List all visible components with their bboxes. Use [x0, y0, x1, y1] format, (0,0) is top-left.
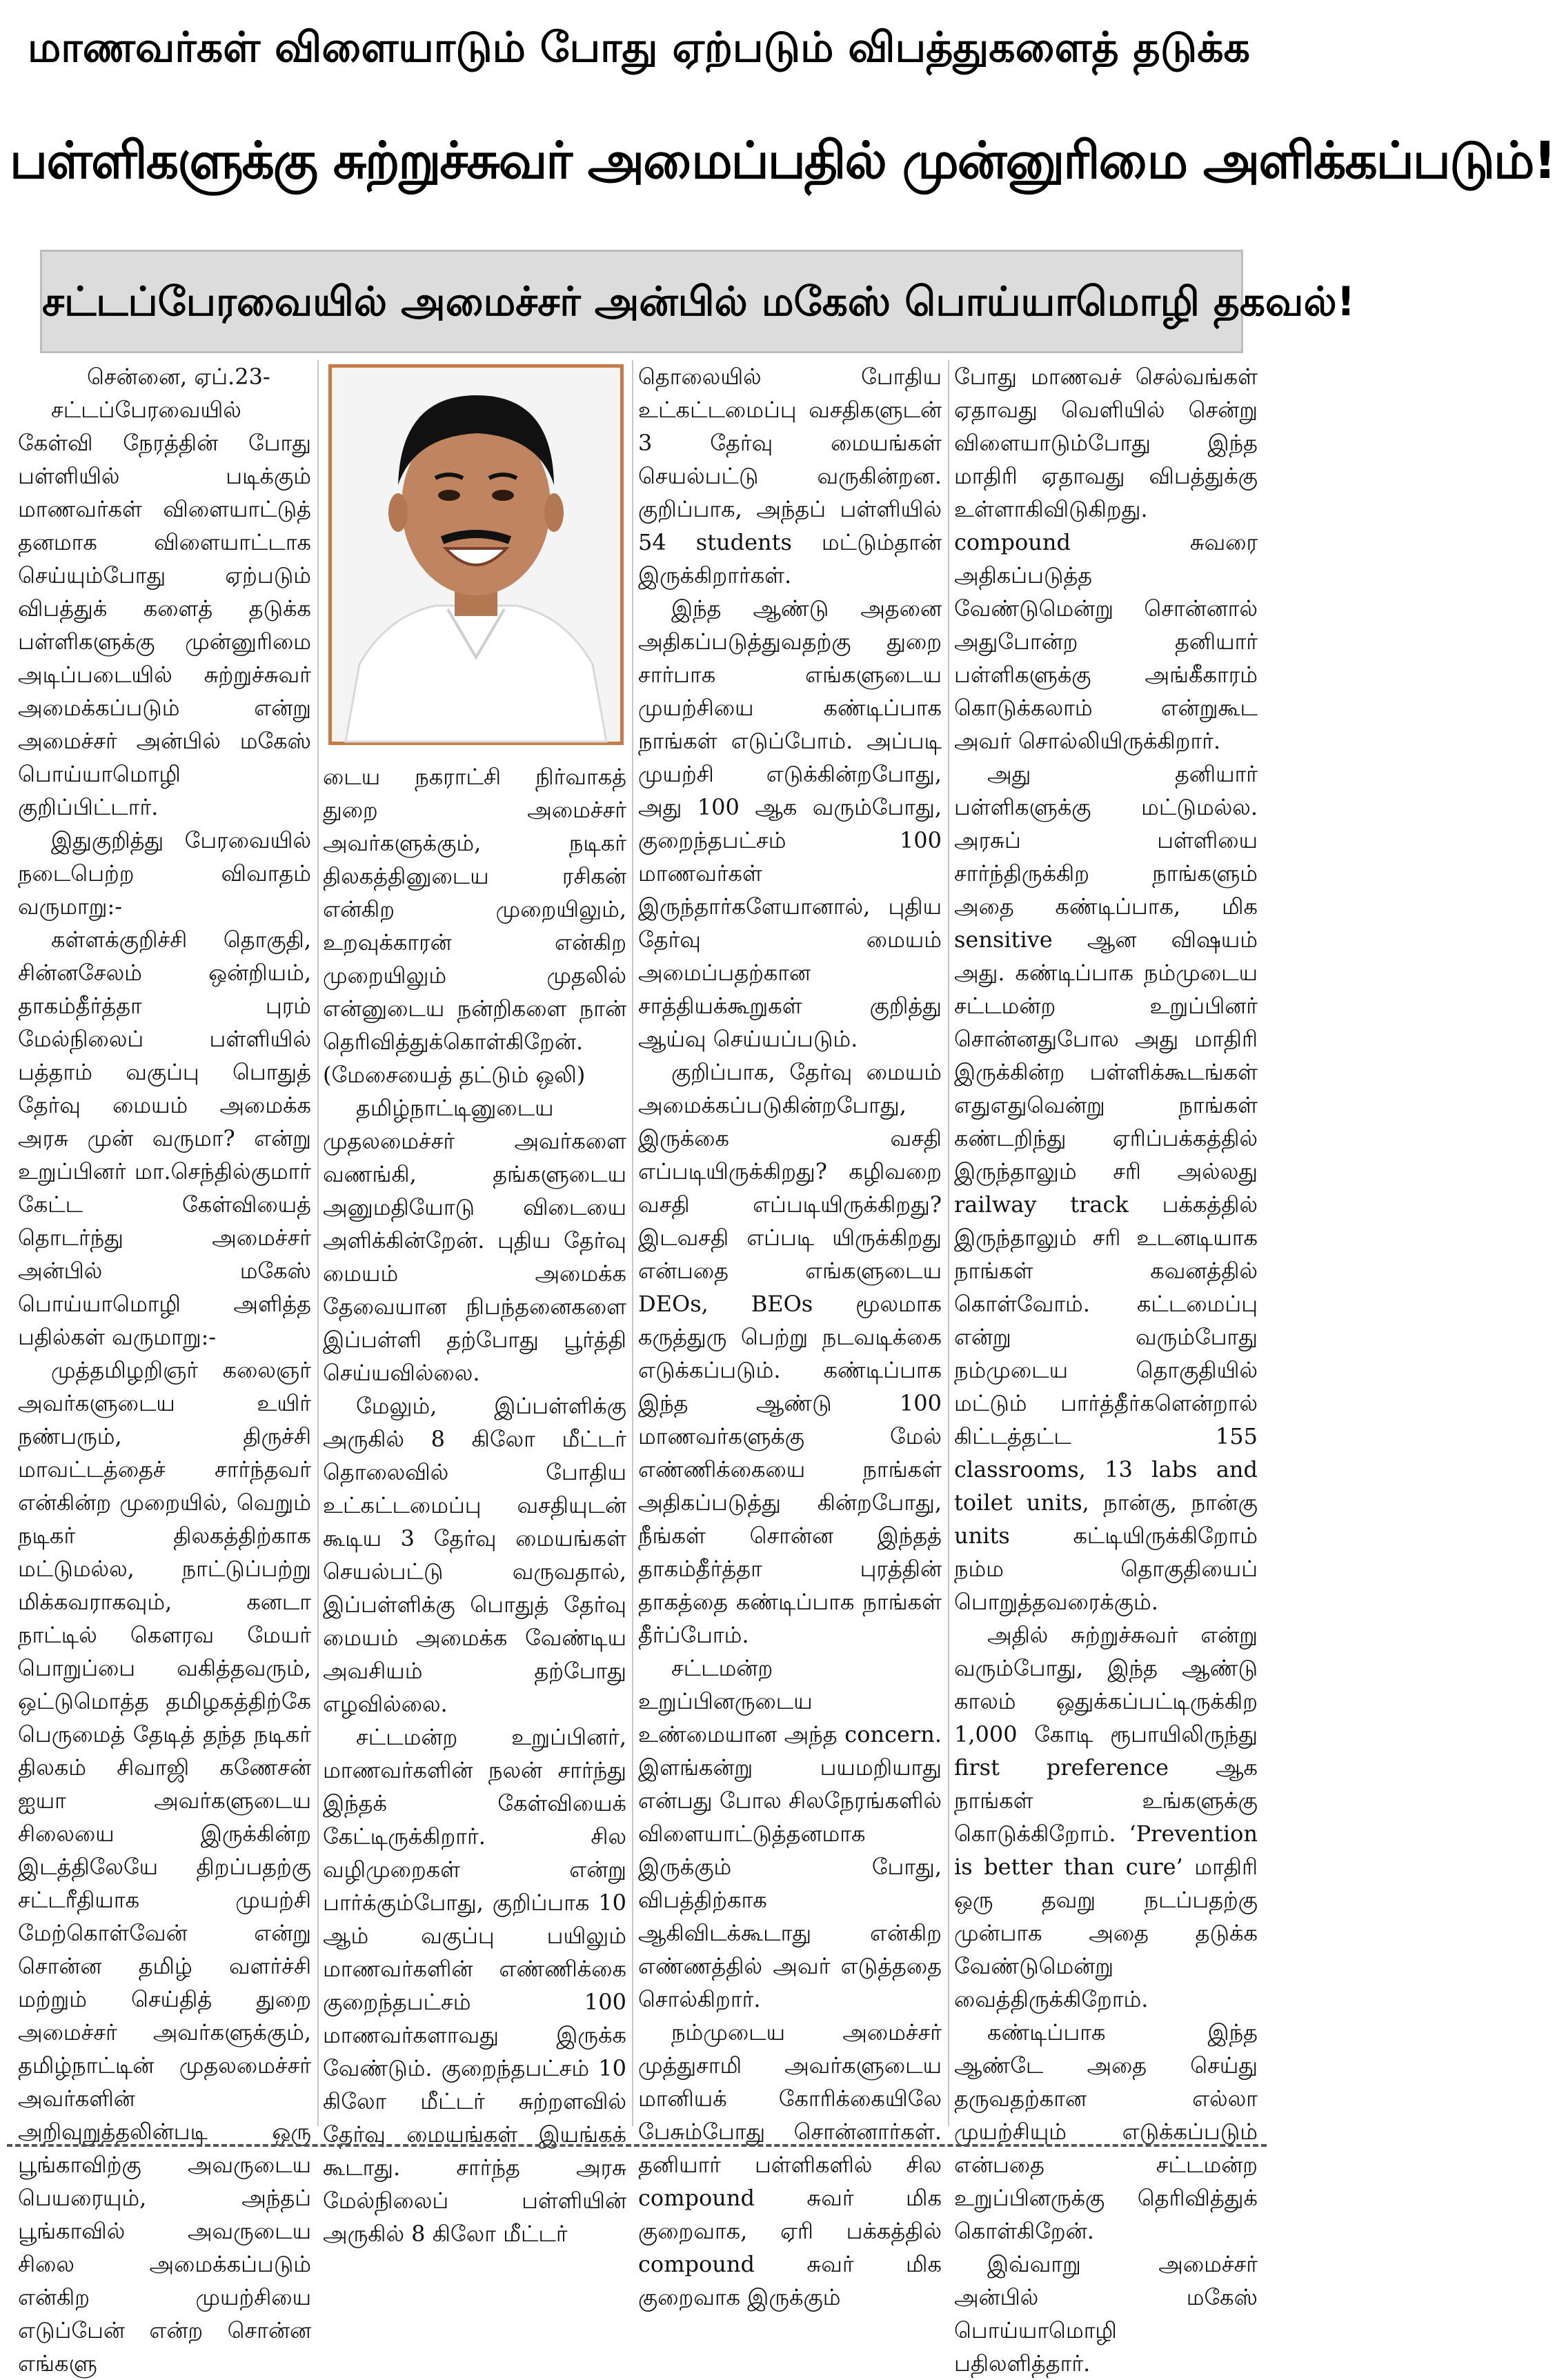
paragraph: இதுகுறித்து பேரவையில் நடைபெற்ற விவாதம் வருமாறு:-: [18, 827, 311, 920]
paragraph: டைய நகராட்சி நிர்வாகத் துறை அமைச்சர் அவர்களுக்கும், நடிகர் திலகத்தினுடைய ரசிகன் என்கிற முறையிலும், உறவுக்காரன் என்கிற முறையிலும் முதலில் என்னுடைய நன்றிகளை நான் தெரிவித்துக்கொள்கிறேன். (மேசையைத் தட்டும் ஒலி): [323, 764, 626, 1088]
paragraph: இந்த ஆண்டு அதனை அதிகப்படுத்துவதற்கு துறை சார்பாக எங்களுடைய முயற்சியை கண்டிப்பாக நாங்கள் எடுப்போம். அப்படி முயற்சி எடுக்கின்றபோது, அது 100 ஆக வரும்போது, குறைந்தபட்சம் 100 மாணவர்கள் இருந்தார்களேயானால், புதிய தேர்வு மையம் அமைப்பதற்கான சாத்தியக்கூறுகள் குறித்து ஆய்வு செய்யப்படும்.: [638, 595, 942, 1052]
paragraph: சட்டமன்ற உறுப்பினருடைய உண்மையான அந்த concern. இளங்கன்று பயமறியாது என்பது போல சிலநேரங்களில் விளையாட்டுத்தனமாக இருக்கும் போது, விபத்திற்காக ஆகிவிடக்கூடாது என்கிற எண்ணத்தில் அவர் எடுத்ததை சொல்கிறார்.: [638, 1655, 942, 2012]
column-divider: [317, 360, 319, 2126]
article-column-2: [323, 760, 626, 2247]
article-column-4: [954, 360, 1258, 2377]
paragraph: அதில் சுற்றுச்சுவர் என்று வரும்போது, இந்த ஆண்டு காலம் ஒதுக்கப்பட்டிருக்கிற 1,000 கோடி ரூபாயிலிருந்து first preference ஆக நாங்கள் உங்களுக்கு கொடுக்கிறோம். ‘Prevention is better than cure’ மாதிரி ஒரு தவறு நடப்பதற்கு முன்பாக அதை தடுக்க வேண்டுமென்று வைத்திருக்கிறோம்.: [954, 1622, 1258, 2012]
subheadline-box: [40, 250, 1356, 353]
article-column-1: [18, 360, 311, 2377]
paragraph: தமிழ்நாட்டினுடைய முதலமைச்சர் அவர்களை வணங்கி, தங்களுடைய அனுமதியோடு விடையை அளிக்கின்றேன். புதிய தேர்வு மையம் அமைக்க தேவையான நிபந்தனைகளை இப்பள்ளி தற்போது பூர்த்தி செய்யவில்லை.: [323, 1095, 626, 1386]
paragraph: அது தனியார் பள்ளிகளுக்கு மட்டுமல்ல. அரசுப் பள்ளியை சார்ந்திருக்கிற நாங்களும் அதை கண்டிப்பாக, மிக sensitive ஆன விஷயம் அது. கண்டிப்பாக நம்முடைய சட்டமன்ற உறுப்பினர் சொன்னதுபோல அது மாதிரி இருக்கின்ற பள்ளிக்கூடங்கள் எதுஎதுவென்று நாங்கள் கண்டறிந்து ஏரிப்பக்கத்தில் இருந்தாலும் சரி அல்லது railway track பக்கத்தில் இருந்தாலும் சரி உடனடியாக நாங்கள் கவனத்தில் கொள்வோம். கட்டமைப்பு என்று வரும்போது நம்முடைய தொகுதியில் மட்டும் பார்த்தீர்களென்றால் கிட்டத்தட்ட 155 classrooms, 13 labs and toilet units, நான்கு, நான்கு units கட்டியிருக்கிறோம் நம்ம தொகுதியைப் பொறுத்தவரைக்கும்.: [954, 761, 1258, 1615]
column-divider: [632, 360, 633, 2126]
paragraph: கண்டிப்பாக இந்த ஆண்டே அதை செய்து தருவதற்கான எல்லா முயற்சியும் எடுக்கப்படும் என்பதை சட்டமன்ற உறுப்பினருக்கு தெரிவித்துக் கொள்கிறேன்.: [954, 2019, 1258, 2244]
paragraph: குறிப்பாக, தேர்வு மையம் அமைக்கப்படுகின்றபோது, இருக்கை வசதி எப்படியிருக்கிறது? கழிவறை வசதி எப்படியிருக்கிறது? இடவசதி எப்படி யிருக்கிறது என்பதை எங்களுடைய DEOs, BEOs மூலமாக கருத்துரு பெற்று நடவடிக்கை எடுக்கப்படும். கண்டிப்பாக இந்த ஆண்டு 100 மாணவர்களுக்கு மேல் எண்ணிக்கையை நாங்கள் அதிகப்படுத்து கின்றபோது, நீங்கள் சொன்ன இந்தத் தாகம்தீர்த்தா புரத்தின் தாகத்தை கண்டிப்பாக நாங்கள் தீர்ப்போம்.: [638, 1059, 942, 1648]
paragraph: முத்தமிழறிஞர் கலைஞர் அவர்களுடைய உயிர் நண்பரும், திருச்சி மாவட்டத்தைச் சார்ந்தவர் என்கின்ற முறையில், வெறும் நடிகர் திலகத்திற்காக மட்டுமல்ல, நாட்டுப்பற்று மிக்கவராகவும், கனடா நாட்டில் கௌரவ மேயர் பொறுப்பை வகித்தவரும், ஒட்டுமொத்த தமிழகத்திற்கே பெருமைத் தேடித் தந்த நடிகர் திலகம் சிவாஜி கணேசன் ஐயா அவர்களுடைய சிலையை இருக்கின்ற இடத்திலேயே திறப்பதற்கு சட்டரீதியாக முயற்சி மேற்கொள்வேன் என்று சொன்ன தமிழ் வளர்ச்சி மற்றும் செய்தித் துறை அமைச்சர் அவர்களுக்கும், தமிழ்நாட்டின் முதலமைச்சர் அவர்களின் அறிவுறுத்தலின்படி ஒரு பூங்காவிற்கு அவருடைய பெயரையும், அந்தப் பூங்காவில் அவருடைய சிலை அமைக்கப்படும் என்கிற முயற்சியை எடுப்பேன் என்ற சொன்ன எங்களு: [18, 1357, 311, 2377]
paragraph: இவ்வாறு அமைச்சர் அன்பில் மகேஸ் பொய்யாமொழி பதிலளித்தார்.: [954, 2251, 1258, 2377]
dateline: சென்னை, ஏப்.23-: [87, 364, 270, 390]
kicker-headline: மாணவர்கள் விளையாடும் போது ஏற்படும் விபத்துகளைத் தடுக்க: [28, 23, 1250, 72]
minister-photo: [328, 364, 624, 745]
paragraph: போது மாணவச் செல்வங்கள் ஏதாவது வெளியில் சென்று விளையாடும்போது இந்த மாதிரி ஏதாவது விபத்துக்கு உள்ளாகிவிடுகிறது. compound சுவரை அதிகப்படுத்த வேண்டுமென்று சொன்னால் அதுபோன்ற தனியார் பள்ளிகளுக்கு அங்கீகாரம் கொடுக்கலாம் என்றுகூட அவர் சொல்லியிருக்கிறார்.: [954, 364, 1258, 754]
portrait-illustration: [332, 368, 620, 742]
paragraph: நம்முடைய அமைச்சர் முத்துசாமி அவர்களுடைய மானியக் கோரிக்கையிலே பேசும்போது சொன்னார்கள். தனியார் பள்ளிகளில் சில compound சுவர் மிக குறைவாக, ஏரி பக்கத்தில் compound சுவர் மிக குறைவாக இருக்கும்: [638, 2019, 942, 2310]
bottom-dashed-rule: [7, 2144, 1267, 2147]
paragraph: தொலையில் போதிய உட்கட்டமைப்பு வசதிகளுடன் 3 தேர்வு மையங்கள் செயல்பட்டு வருகின்றன. குறிப்பாக, அந்தப் பள்ளியில் 54 students மட்டும்தான் இருக்கிறார்கள்.: [638, 364, 942, 588]
paragraph: சட்டப்பேரவையில் கேள்வி நேரத்தின் போது பள்ளியில் படிக்கும் மாணவர்கள் விளையாட்டுத் தனமாக விளையாட்டாக செய்யும்போது ஏற்படும் விபத்துக் களைத் தடுக்க பள்ளிகளுக்கு முன்னுரிமை அடிப்படையில் சுற்றுச்சுவர் அமைக்கப்படும் என்று அமைச்சர் அன்பில் மகேஸ் பொய்யாமொழி குறிப்பிட்டார்.: [18, 397, 311, 820]
subheadline-text: சட்டப்பேரவையில் அமைச்சர் அன்பில் மகேஸ் பொய்யாமொழி தகவல்!: [42, 278, 1356, 325]
column-divider: [948, 360, 949, 2126]
article-column-3: [638, 360, 942, 2310]
main-headline: பள்ளிகளுக்கு சுற்றுச்சுவர் அமைப்பதில் முன்னுரிமை அளிக்கப்படும்!: [10, 131, 1555, 190]
paragraph: மேலும், இப்பள்ளிக்கு அருகில் 8 கிலோ மீட்டர் தொலைவில் போதிய உட்கட்டமைப்பு வசதியுடன் கூடிய 3 தேர்வு மையங்கள் செயல்பட்டு வருவதால், இப்பள்ளிக்கு பொதுத் தேர்வு மையம் அமைக்க வேண்டிய அவசியம் தற்போது எழவில்லை.: [323, 1393, 626, 1717]
paragraph: சட்டமன்ற உறுப்பினர், மாணவர்களின் நலன் சார்ந்து இந்தக் கேள்வியைக் கேட்டிருக்கிறார். சில வழிமுறைகள் என்று பார்க்கும்போது, குறிப்பாக 10 ஆம் வகுப்பு பயிலும் மாணவர்களின் எண்ணிக்கை குறைந்தபட்சம் 100 மாணவர்களாவது இருக்க வேண்டும். குறைந்தபட்சம் 10 கிலோ மீட்டர் சுற்றளவில் தேர்வு மையங்கள் இயங்கக் கூடாது. சார்ந்த அரசு மேல்நிலைப் பள்ளியின் அருகில் 8 கிலோ மீட்டர்: [323, 1724, 626, 2247]
paragraph: கள்ளக்குறிச்சி தொகுதி, சின்னசேலம் ஒன்றியம், தாகம்தீர்த்தா புரம் மேல்நிலைப் பள்ளியில் பத்தாம் வகுப்பு பொதுத் தேர்வு மையம் அமைக்க அரசு முன் வருமா? என்று உறுப்பினர் மா.செந்தில்குமார் கேட்ட கேள்வியைத் தொடர்ந்து அமைச்சர் அன்பில் மகேஸ் பொய்யாமொழி அளித்த பதில்கள் வருமாறு:-: [18, 926, 311, 1350]
